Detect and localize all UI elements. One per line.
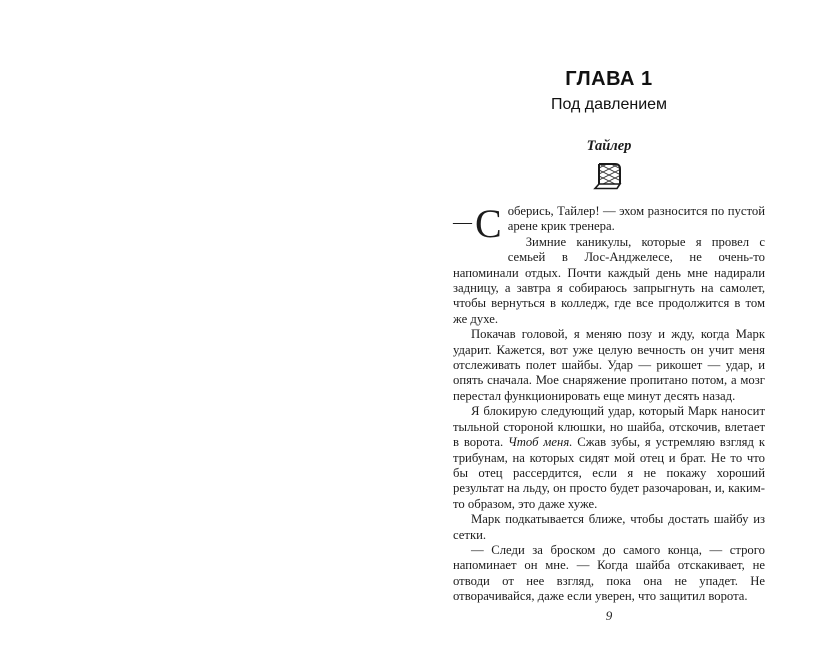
paragraph-text: Сжав зубы, я устремляю взгляд к трибунам, на которых сидят мой отец и брат. Не то что бы отец рассердится, если я не покажу хороший результат на льду, он просто будет разочарован, и, каким-то образом, это даже хуже. [453, 435, 765, 511]
paragraph [453, 512, 765, 543]
paragraph [453, 201, 765, 246]
page-number: 9 [605, 608, 613, 623]
paragraph-text: Зимние каникулы, которые я провел с семьей в Лос-Анджелесе, не очень-то напоминали отдых. Почти каждый день мне надирали задницу, а завтра я собираюсь запрыгнуть на самолет, чтобы вернуться в колледж, где все продолжится в том же духе. [453, 234, 765, 326]
page-content [453, 68, 765, 605]
chapter-title: ГЛАВА 1 [565, 68, 653, 90]
paragraph [453, 404, 765, 512]
paragraph [453, 543, 765, 605]
paragraph-text-italic: Чтоб меня. [507, 435, 573, 450]
paragraph [453, 327, 765, 404]
drop-cap-dash: — [453, 212, 472, 233]
paragraph-text: Я блокирую следующий удар, который Марк наносит тыльной стороной клюшки, но шайба, отскочив, влетает в ворота. [453, 404, 765, 450]
paragraph-text: Покачав головой, я меняю позу и жду, когда Марк ударит. Кажется, вот уже целую вечность он учит меня отслеживать полет шайбы. Удар — рикошет — удар, и опять сначала. Мое снаряжение пропитано потом, а мозг перестал функционировать еще минут десять назад. [453, 327, 765, 403]
body-text [453, 201, 765, 605]
paragraph-text: Марк подкатывается ближе, чтобы достать шайбу из сетки. [453, 512, 765, 542]
paragraph-text: оберись, Тайлер! — эхом разносится по пустой арене крик тренера. [507, 204, 765, 234]
hockey-goal-icon [453, 160, 765, 193]
pov-name: Тайлер [586, 138, 632, 154]
chapter-subtitle: Под давлением [550, 96, 668, 113]
drop-cap-letter: С [475, 201, 502, 246]
drop-cap [453, 201, 508, 252]
paragraph-text: — Следи за броском до самого конца, — строго напоминает он мне. — Когда шайба отскакивает, не отводи от нее взгляд, пока она не упадет. Не отворачивайся, даже если уверен, что защитил ворота. [453, 542, 765, 604]
